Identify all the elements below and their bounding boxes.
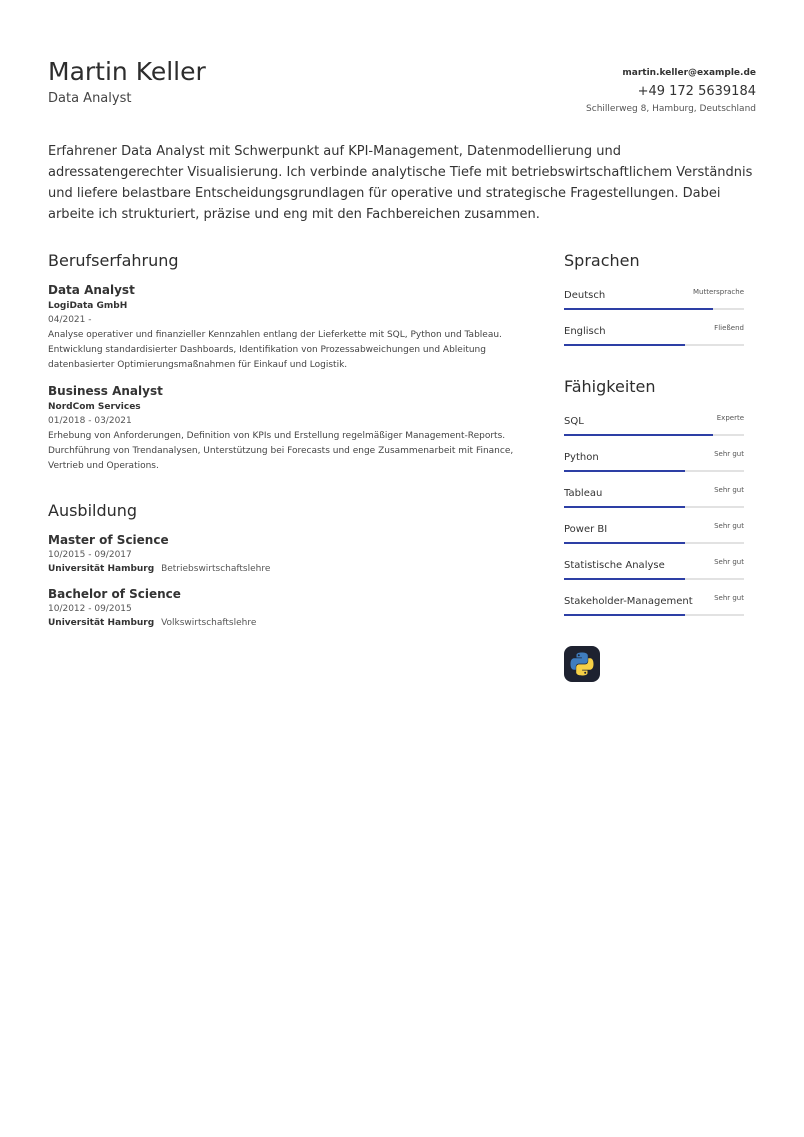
degree-title: Master of Science xyxy=(48,533,169,547)
job-title: Business Analyst xyxy=(48,384,163,398)
skill-name: Stakeholder-Management xyxy=(564,596,693,607)
school-name: Universität Hamburg xyxy=(48,618,155,628)
person-role: Data Analyst xyxy=(48,91,132,106)
skill-level-fill xyxy=(564,434,713,436)
side-column xyxy=(564,250,744,682)
skill-level-bar xyxy=(564,434,744,436)
header-identity xyxy=(48,56,206,106)
job-description: Erhebung von Anforderungen, Definition von KPIs und Erstellung regelmäßiger Management-Reports. Durchführung von Trendanalysen, Unterstützung bei Forecasts und enge Zusammenarbeit mit Finance, Vertrieb und Operations. xyxy=(48,431,514,471)
degree-title: Bachelor of Science xyxy=(48,587,181,601)
language-name: Deutsch xyxy=(564,290,606,301)
language-row xyxy=(564,318,744,354)
education-entry xyxy=(48,586,518,630)
person-name: Martin Keller xyxy=(48,57,206,86)
school-name: Universität Hamburg xyxy=(48,564,155,574)
skill-row xyxy=(564,444,744,480)
education-heading: Ausbildung xyxy=(48,501,138,520)
job-dates: 01/2018 - 03/2021 xyxy=(48,416,132,426)
skill-level: Sehr gut xyxy=(714,450,744,458)
languages-list xyxy=(564,282,744,354)
skill-name: Python xyxy=(564,452,599,463)
language-level-fill xyxy=(564,344,685,346)
contact-block xyxy=(586,67,756,116)
job-title: Data Analyst xyxy=(48,283,135,297)
main-column xyxy=(48,250,518,640)
skill-level: Experte xyxy=(716,414,744,422)
python-logo-icon xyxy=(564,646,600,682)
language-row xyxy=(564,282,744,318)
language-name: Englisch xyxy=(564,326,606,337)
python-logo-svg xyxy=(569,651,595,677)
skill-level-fill xyxy=(564,578,685,580)
skill-level-bar xyxy=(564,578,744,580)
education-dates: 10/2012 - 09/2015 xyxy=(48,604,132,614)
skill-name: SQL xyxy=(564,416,584,427)
language-level: Muttersprache xyxy=(693,288,744,296)
contact-address: Schillerweg 8, Hamburg, Deutschland xyxy=(586,104,756,114)
education-meta xyxy=(48,617,518,630)
contact-phone[interactable]: +49 172 5639184 xyxy=(637,84,756,99)
skills-list xyxy=(564,408,744,624)
skill-level: Sehr gut xyxy=(714,558,744,566)
field-of-study: Volkswirtschaftslehre xyxy=(161,618,257,628)
profile-summary: Erfahrener Data Analyst mit Schwerpunkt auf KPI-Management, Datenmodellierung und adressatengerechter Visualisierung. Ich verbinde analytische Tiefe mit betriebswirtschaftlichem Verständnis und liefere belastbare Entscheidungsgrundlagen für operative und strategische Fragestellungen. Dabei arbeite ich strukturiert, präzise und eng mit den Fachbereichen zusammen. xyxy=(48,144,753,222)
language-level: Fließend xyxy=(714,324,744,332)
skill-level-fill xyxy=(564,470,685,472)
skill-row xyxy=(564,516,744,552)
company-name: NordCom Services xyxy=(48,402,141,412)
education-dates: 10/2015 - 09/2017 xyxy=(48,550,132,560)
skill-name: Statistische Analyse xyxy=(564,560,665,571)
contact-email[interactable]: martin.keller@example.de xyxy=(622,68,756,78)
education-meta xyxy=(48,563,518,576)
skill-name: Power BI xyxy=(564,524,608,535)
skill-row xyxy=(564,480,744,516)
skill-row xyxy=(564,408,744,444)
skill-level-bar xyxy=(564,506,744,508)
skill-level-fill xyxy=(564,614,685,616)
skill-name: Tableau xyxy=(564,488,603,499)
experience-entry xyxy=(48,282,518,373)
company-name: LogiData GmbH xyxy=(48,301,128,311)
experience-heading: Berufserfahrung xyxy=(48,251,179,270)
skill-row xyxy=(564,588,744,624)
skill-level-fill xyxy=(564,506,685,508)
job-description: Analyse operativer und finanzieller Kennzahlen entlang der Lieferkette mit SQL, Python und Tableau. Entwicklung standardisierter Dashboards, Identifikation von Prozessabweichungen und Ableitung datenbasierter Optimierungsmaßnahmen für Einkauf und Logistik. xyxy=(48,330,502,370)
skill-level: Sehr gut xyxy=(714,594,744,602)
skill-level: Sehr gut xyxy=(714,522,744,530)
experience-entry xyxy=(48,383,518,474)
skill-level-bar xyxy=(564,614,744,616)
job-dates: 04/2021 - xyxy=(48,315,92,325)
language-level-bar xyxy=(564,344,744,346)
language-level-fill xyxy=(564,308,713,310)
skill-level-fill xyxy=(564,542,685,544)
languages-heading: Sprachen xyxy=(564,251,640,270)
skill-row xyxy=(564,552,744,588)
field-of-study: Betriebswirtschaftslehre xyxy=(161,564,271,574)
skill-level-bar xyxy=(564,542,744,544)
skill-level: Sehr gut xyxy=(714,486,744,494)
skill-level-bar xyxy=(564,470,744,472)
skills-heading: Fähigkeiten xyxy=(564,377,656,396)
language-level-bar xyxy=(564,308,744,310)
education-entry xyxy=(48,532,518,576)
